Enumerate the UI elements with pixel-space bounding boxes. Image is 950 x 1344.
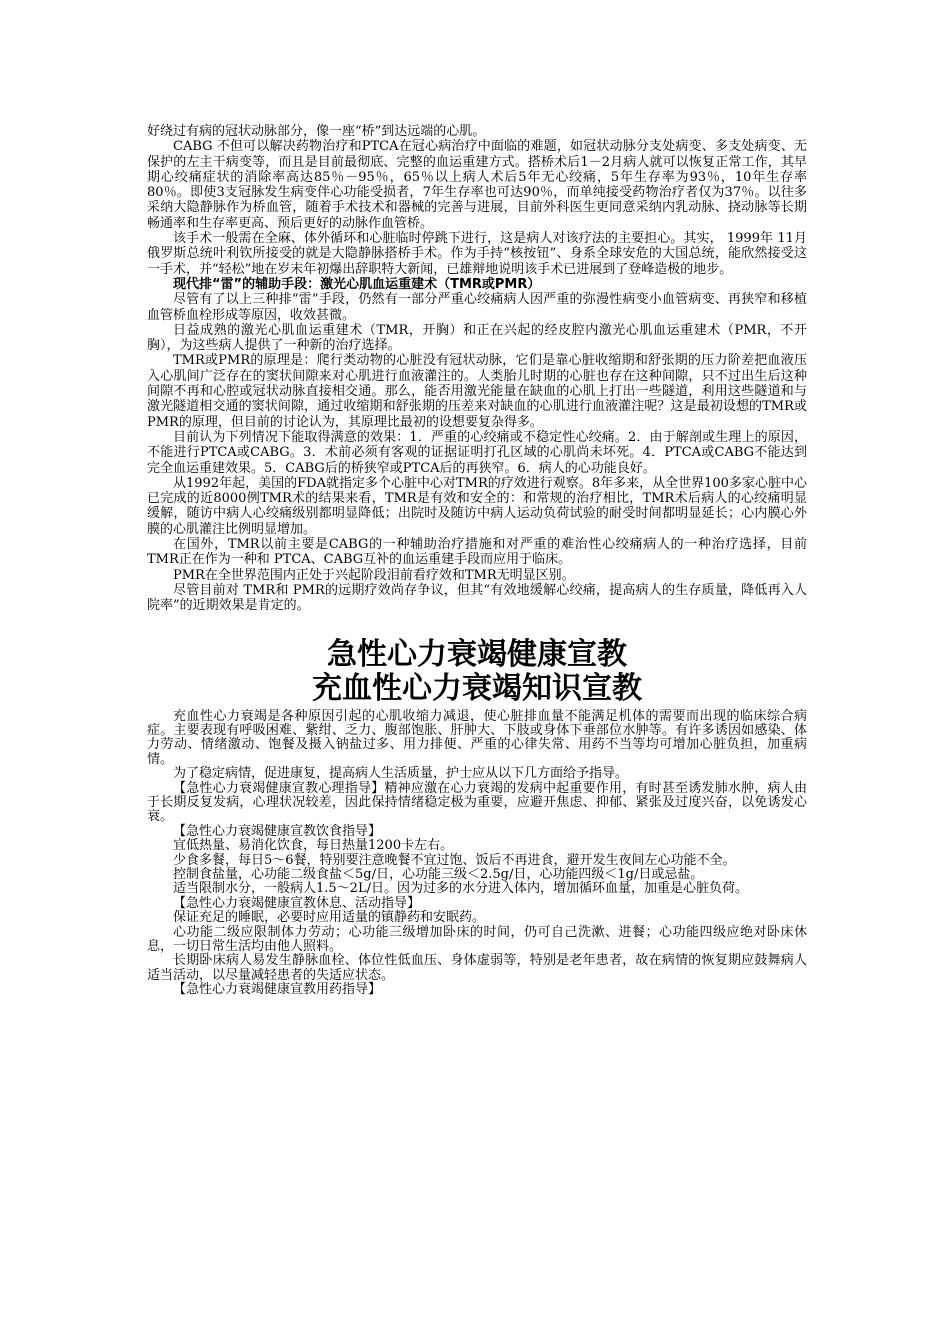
paragraph: 【急性心力衰竭健康宣教用药指导】	[173, 982, 382, 998]
section-cabg-tmr	[147, 124, 807, 614]
paragraph: 日益成熟的激光心肌血运重建术（TMR，开胸）和正在兴起的经皮腔内激光心肌血运重建术（PMR，不开胸），为这些病人提供了一种新的治疗选择。	[147, 322, 807, 354]
paragraph: 适当限制水分，一般病人1.5～2L/日。因为过多的水分进入体内，增加循环血量，加重是心脏负荷。	[173, 881, 748, 897]
paragraph: 目前认为下列情况下能取得满意的效果：1．严重的心绞痛或不稳定性心绞痛。2．由于解剖或生理上的原因，不能进行PTCA或CABG。3．术前必须有客观的证据证明打孔区域的心肌尚未坏死。4．PTCA或CABG不能达到完全血运重建效果。5．CABG后的桥狭窄或PTCA后的再狭窄。6．病人的心功能良好。	[147, 429, 807, 476]
document-subtitle: 充血性心力衰竭知识宣教	[312, 670, 642, 706]
paragraph: 长期卧床病人易发生静脉血栓、体位性低血压、身体虚弱等，特别是老年患者，故在病情的恢复期应鼓舞病人适当活动，以尽量减轻患者的失适应状态。	[147, 953, 807, 983]
paragraph: 控制食盐量，心功能二级食盐＜5g/日，心功能三级＜2.5g/日，心功能四级＜1g/日或忌盐。	[173, 866, 704, 882]
document-page	[147, 124, 807, 998]
paragraph: 【急性心力衰竭健康宣教休息、活动指导】	[173, 895, 421, 911]
paragraph: 少食多餐，每日5～6餐，特别要注意晚餐不宜过饱、饭后不再进食，避开发生夜间左心功能不全。	[173, 852, 736, 868]
paragraph: 好绕过有病的冠状动脉部分，像一座“桥”到达远端的心肌。	[147, 124, 486, 139]
paragraph: 充血性心力衰竭是各种原因引起的心肌收缩力减退，使心脏排血量不能满足机体的需要而出现的临床综合病症。主要表现有呼吸困难、紫绀、乏力、腹部饱胀、肝肿大、下肢或身体下垂部位水肿等。有许多诱因如感染、体力劳动、情绪激动、饱餐及摄入钠盐过多、用力排便、严重的心律失常、用药不当等均可增加心脏负担，加重病情。	[147, 708, 807, 767]
paragraph: 尽管目前对 TMR和 PMR的远期疗效尚存争议，但其“有效地缓解心绞痛，提高病人的生存质量，降低再入人院率”的近期效果是肯定的。	[147, 582, 807, 614]
paragraph: CABG 不但可以解决药物治疗和PTCA在冠心病治疗中面临的难题，如冠状动脉分支处病变、多支处病变、无保护的左主干病变等，而且是目前最彻底、完整的血运重建方式。搭桥术后1－2月病人就可以恢复正常工作，其早期心绞痛症状的消除率高达85％－95％，65％以上病人术后5年无心绞痛，5年生存率为93％，10年生存率80％。即使3支冠脉发生病变伴心功能受损者，7年生存率也可达90％，而单纯接受药物治疗者仅为37％。以往多采纳大隐静脉作为桥血管，随着手术技术和器械的完善与进展，目前外科医生更同意采纳内乳动脉、挠动脉等长期畅通率和生存率更高、预后更好的动脉作血管桥。	[147, 139, 807, 231]
paragraph: 尽管有了以上三种排“雷”手段，仍然有一部分严重心绞痛病人因严重的弥漫性病变小血管病变、再狭窄和移植血管桥血栓形成等原因，收效甚微。	[147, 292, 807, 323]
section-heading: 现代排“雷”的辅助手段：激光心肌血运重建术（TMR或PMR）	[173, 276, 541, 292]
paragraph: 为了稳定病情，促进康复，提高病人生活质量，护士应从以下几方面给予指导。	[173, 766, 629, 782]
paragraph: PMR在全世界范围内正处于兴起阶段泪前看疗效和TMR无明显区别。	[173, 567, 575, 583]
paragraph: 在国外，TMR以前主要是CABG的一种辅助治疗措施和对严重的难治性心绞痛病人的一种治疗选择，目前 TMR正在作为一种和 PTCA、CABG互补的血运重建手段而应用于临床。	[147, 537, 807, 568]
paragraph: 宜低热量、易消化饮食，每日热量1200卡左右。	[173, 838, 454, 854]
paragraph: TMR或PMR的原理是：爬行类动物的心脏没有冠状动脉，它们是靠心脏收缩期和舒张期的压力阶差把血液压入心肌间广泛存在的窦状间隙来对心肌进行血液灌注的。人类胎儿时期的心脏也存在这种间隙，只不过出生后这种间隙不再和心腔或冠状动脉直接相交通。那么，能否用激光能量在缺血的心肌上打出一些隧道，利用这些隧道和与激光隧道相交通的窦状间隙，通过收缩期和舒张期的压差来对缺血的心肌进行血液灌注呢？这是最初设想的TMR或PMR的原理，但目前的讨论认为，其原理比最初的设想要复杂得多。	[147, 353, 807, 430]
paragraph: 从1992年起，美国的FDA就指定多个心脏中心对TMR的疗效进行观察。8年多来，从全世界100多家心脏中心已完成的近8000例TMR术的结果来看，TMR是有效和安全的：和常规的治疗相比，TMR术后病人的心绞痛明显缓解，随访中病人心绞痛级别都明显降低；出院时及随访中病人运动负荷试验的耐受时间都明显延长；心内膜心外膜的心肌灌注比例明显增加。	[147, 475, 807, 537]
paragraph: 心功能二级应限制体力劳动；心功能三级增加卧床的时间，仍可自己洗漱、进餐；心功能四级应绝对卧床休息，一切日常生活均由他人照料。	[147, 924, 807, 954]
document-title: 急性心力衰竭健康宣教	[327, 636, 627, 672]
paragraph: 【急性心力衰竭健康宣教饮食指导】	[173, 823, 382, 839]
paragraph: 【急性心力衰竭健康宣教心理指导】精神应激在心力衰竭的发病中起重要作用，有时甚至诱发肺水肿，病人由于长期反复发病，心理状况较差，因此保持情绪稳定极为重要，应避开焦虑、抑郁、紧张及过度兴奋，以免诱发心衰。	[147, 780, 807, 825]
section-heart-failure-education	[147, 710, 807, 998]
paragraph: 该手术一般需在全麻、体外循环和心脏临时停跳下进行，这是病人对该疗法的主要担心。其实， 1999年 11月俄罗斯总统叶利钦所接受的就是大隐静脉搭桥手术。作为手持“核按钮”、身系全球安危的大国总统，能欣然接受这一手术，并“轻松”地在岁末年初爆出辞职特大新闻，已雄辩地说明该手术已进展到了登峰造极的地步。	[147, 231, 807, 277]
paragraph: 保证充足的睡眠，必要时应用适量的镇静药和安眠药。	[173, 910, 486, 926]
